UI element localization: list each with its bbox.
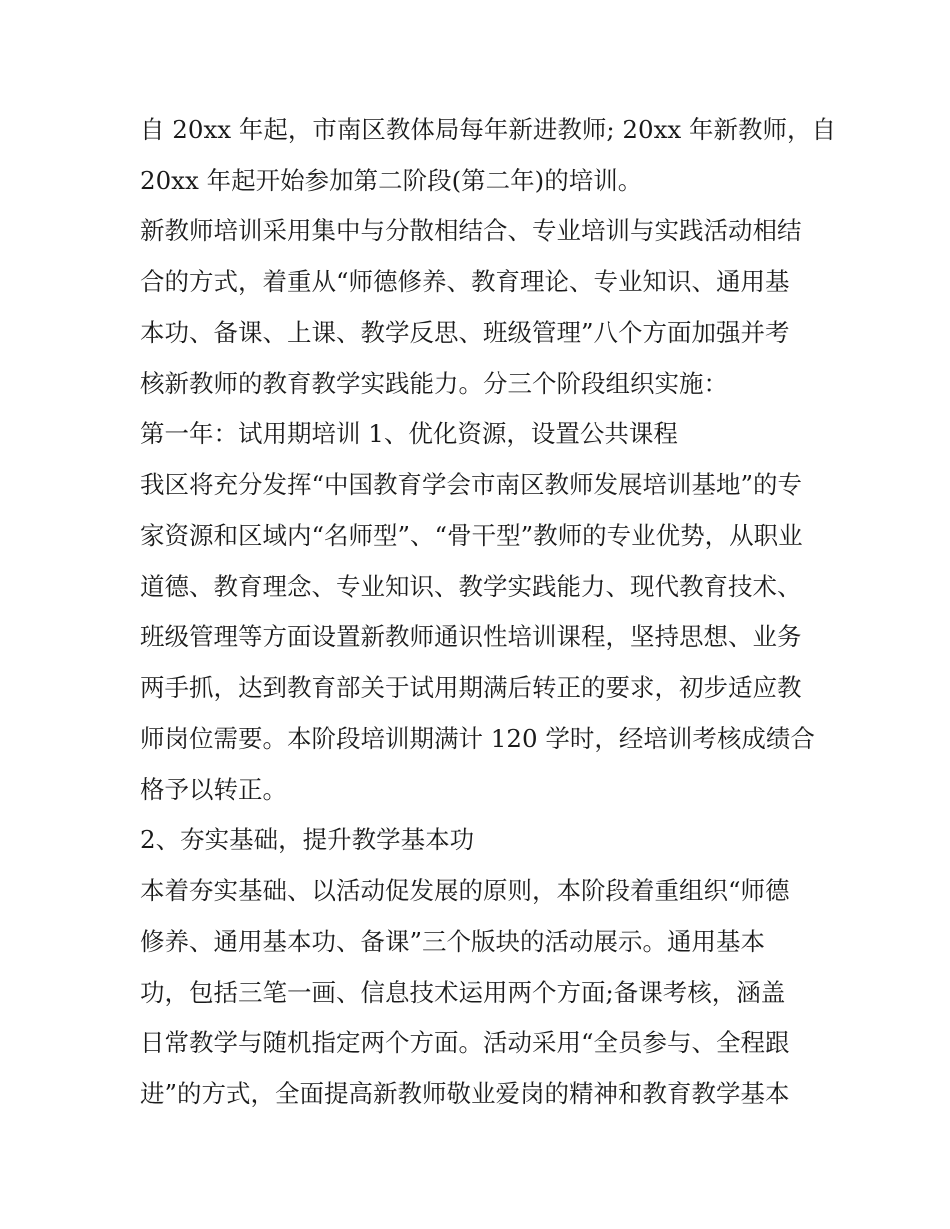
text-line: 核新教师的教育教学实践能力。分三个阶段组织实施： xyxy=(140,369,728,398)
text-line: 本功、备课、上课、教学反思、班级管理”八个方面加强并考 xyxy=(140,318,790,347)
text-line: 两手抓，达到教育部关于试用期满后转正的要求，初步适应教 xyxy=(140,673,802,702)
text-line: 班级管理等方面设置新教师通识性培训课程，坚持思想、业务 xyxy=(140,622,802,651)
text-line: 20xx 年起开始参加第二阶段(第二年)的培训。 xyxy=(140,166,643,195)
text-line: 功，包括三笔一画、信息技术运用两个方面;备课考核，涵盖 xyxy=(140,978,786,1007)
text-line: 家资源和区域内“名师型”、“骨干型”教师的专业优势，从职业 xyxy=(140,521,803,550)
text-line: 我区将充分发挥“中国教育学会市南区教师发展培训基地”的专 xyxy=(140,470,803,499)
text-line: 修养、通用基本功、备课”三个版块的活动展示。通用基本 xyxy=(140,927,766,956)
text-line: 本着夯实基础、以活动促发展的原则，本阶段着重组织“师德 xyxy=(140,876,790,905)
text-line: 进”的方式，全面提高新教师敬业爱岗的精神和教育教学基本 xyxy=(140,1079,790,1108)
text-line: 合的方式，着重从“师德修养、教育理论、专业知识、通用基 xyxy=(140,267,790,296)
text-line: 自 20xx 年起，市南区教体局每年新进教师; 20xx 年新教师，自 xyxy=(140,115,837,144)
text-line: 日常教学与随机指定两个方面。活动采用“全员参与、全程跟 xyxy=(140,1028,790,1057)
text-line: 道德、教育理念、专业知识、教学实践能力、现代教育技术、 xyxy=(140,572,802,601)
text-line: 格予以转正。 xyxy=(140,775,287,804)
text-line: 师岗位需要。本阶段培训期满计 120 学时，经培训考核成绩合 xyxy=(140,724,815,753)
section-heading: 2、夯实基础，提升教学基本功 xyxy=(140,825,475,854)
text-line: 新教师培训采用集中与分散相结合、专业培训与实践活动相结 xyxy=(140,216,802,245)
section-heading: 第一年：试用期培训 1、优化资源，设置公共课程 xyxy=(140,419,678,448)
